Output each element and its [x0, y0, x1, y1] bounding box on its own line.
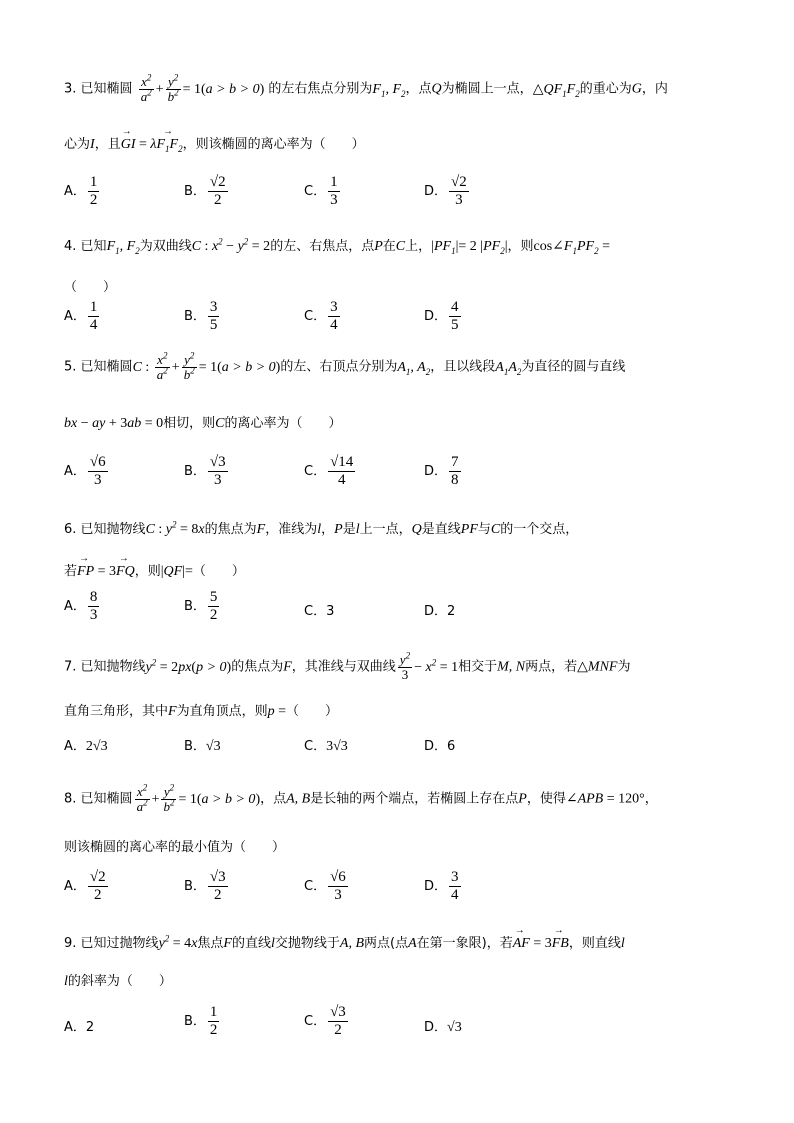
q4-option-c[interactable]: C． $\frac{3}{4}$ [304, 299, 338, 333]
q5-ellipse-equation: C : $\frac{x^2}{a^2}$ + $\frac{y^2}{b^2}$ = 1(a > b > 0) [132, 350, 281, 382]
q6-parabola-equation: C : $y^2 = 8x$ [145, 519, 205, 537]
q4-line1: 4. 已知$F_1$, $F_2$为双曲线C : $x^2 - y^2 = 2$的左、右焦点，点P在C上，$|PF_1|= 2$ $|PF_2|$，则$\cos\angle F_1PF_2$ = [64, 236, 610, 256]
q3-line2: 心为I，且→ GI = $\lambda\to F_1F_2$，则该椭圆的离心率为（ ） [64, 133, 365, 153]
q6-option-d[interactable]: D．2 [424, 604, 456, 619]
q6-option-a[interactable]: A． $\frac{8}{3}$ [64, 589, 98, 623]
q3-text: 已知椭圆 [80, 81, 133, 97]
q9-vector-equation: → AF = 3→ FB [513, 936, 569, 951]
q4-number: 4. [64, 239, 77, 254]
q7-option-c[interactable]: C．3√3 [304, 739, 348, 754]
q4-option-b[interactable]: B． $\frac{3}{5}$ [184, 299, 218, 333]
q3-number: 3. [64, 81, 77, 97]
q9-parabola-equation: $y^2 = 4x$ [158, 933, 198, 951]
q3-option-c[interactable]: C． $\frac{1}{3}$ [304, 174, 338, 208]
q9-option-d[interactable]: D．√3 [424, 1020, 462, 1035]
q7-option-b[interactable]: B．√3 [184, 739, 221, 754]
q9-number: 9. [64, 936, 77, 951]
q8-option-b[interactable]: B． $\frac{√3}{2}$ [184, 869, 226, 903]
q3-option-d[interactable]: D． $\frac{√2}{3}$ [424, 174, 467, 208]
q3-option-a[interactable]: A． $\frac{1}{2}$ [64, 174, 98, 208]
q3-line1: 3. 已知椭圆 $\frac{x^2}{a^2}$ + $\frac{y^2}{b^2}$ = 1(a > b > 0) 的左右焦点分别为$F_1$, $F_2$，点Q为椭圆上一点，$\triangle QF_1F_2$的重心为G，内 [64, 72, 668, 104]
q4-option-a[interactable]: A． $\frac{1}{4}$ [64, 299, 98, 333]
q5-line1: 5. 已知椭圆C : $\frac{x^2}{a^2}$ + $\frac{y^2}{b^2}$ = 1(a > b > 0)的左、右顶点分别为$A_1$, $A_2$，且以线段$A_1A_2$为直径的圆与直线 [64, 350, 626, 382]
q5-option-b[interactable]: B． $\frac{√3}{3}$ [184, 454, 226, 488]
q3-option-b[interactable]: B． $\frac{√2}{2}$ [184, 174, 226, 208]
q4-hyperbola-equation: C : $x^2 - y^2 = 2$ [191, 236, 271, 254]
q9-line1: 9. 已知过抛物线$y^2 = 4x$焦点F的直线l交抛物线于A, B两点(点A在第一象限)，若→ AF = 3→ FB，则直线l [64, 932, 625, 952]
q9-option-b[interactable]: B． $\frac{1}{2}$ [184, 1004, 218, 1038]
q6-vector-equation: → FP = 3→ FQ [77, 564, 135, 579]
q3-ellipse-equation: $\frac{x^2}{a^2}$ + $\frac{y^2}{b^2}$ = 1(a > b > 0) [140, 72, 265, 104]
q5-option-d[interactable]: D． $\frac{7}{8}$ [424, 454, 459, 488]
q6-line1: 6. 已知抛物线C : $y^2 = 8x$的焦点为F，准线为l，P是l上一点，Q是直线PF与C的一个交点， [64, 519, 579, 537]
q8-option-d[interactable]: D． $\frac{3}{4}$ [424, 869, 459, 903]
q6-number: 6. [64, 522, 77, 537]
q9-option-c[interactable]: C． $\frac{√3}{2}$ [304, 1004, 346, 1038]
q5-option-a[interactable]: A． $\frac{√6}{3}$ [64, 454, 106, 488]
q7-hyperbola-equation: $\frac{y^2}{3}$ − $x^2 = 1$ [399, 650, 459, 682]
q8-option-a[interactable]: A． $\frac{√2}{2}$ [64, 869, 106, 903]
q7-line2: 直角三角形，其中F为直角顶点，则p =（ ） [64, 704, 339, 719]
q8-line2: 则该椭圆的离心率的最小值为（ ） [64, 840, 286, 855]
q6-option-c[interactable]: C．3 [304, 604, 335, 619]
q7-option-d[interactable]: D．6 [424, 739, 456, 754]
q8-option-c[interactable]: C． $\frac{√6}{3}$ [304, 869, 346, 903]
q8-ellipse-equation: $\frac{x^2}{a^2}$ + $\frac{y^2}{b^2}$ = 1(a > b > 0) [136, 782, 261, 814]
q7-option-a[interactable]: A．2√3 [64, 739, 108, 754]
q7-parabola-equation: $y^2 = 2px(p > 0)$ [145, 657, 232, 675]
q5-number: 5. [64, 359, 77, 375]
q9-option-a[interactable]: A．2 [64, 1020, 95, 1035]
q3-vector-equation: → GI = $\lambda\to F_1F_2$ [121, 137, 183, 152]
q8-line1: 8. 已知椭圆 $\frac{x^2}{a^2}$ + $\frac{y^2}{b^2}$ = 1(a > b > 0)，点A, B是长轴的两个端点，若椭圆上存在点P，使得∠APB = 120°， [64, 782, 658, 814]
q6-line2: 若→ FP = 3→ FQ，则|QF|=（ ） [64, 560, 245, 580]
q5-line2: bx − ay + 3ab = 0相切，则C的离心率为（ ） [64, 416, 342, 431]
q4-option-d[interactable]: D． $\frac{4}{5}$ [424, 299, 459, 333]
q5-line-equation: bx − ay + 3ab = 0 [64, 416, 164, 431]
q7-number: 7. [64, 659, 77, 675]
q6-option-b[interactable]: B． $\frac{5}{2}$ [184, 589, 218, 623]
q7-line1: 7. 已知抛物线$y^2 = 2px(p > 0)$的焦点为F，其准线与双曲线 $\frac{y^2}{3}$ − $x^2 = 1$相交于M, N两点，若△MNF为 [64, 650, 631, 682]
q9-line2: l的斜率为（ ） [64, 974, 172, 989]
q4-line2: （ ） [64, 280, 117, 295]
q5-option-c[interactable]: C． $\frac{√14}{4}$ [304, 454, 354, 488]
q8-number: 8. [64, 791, 77, 807]
